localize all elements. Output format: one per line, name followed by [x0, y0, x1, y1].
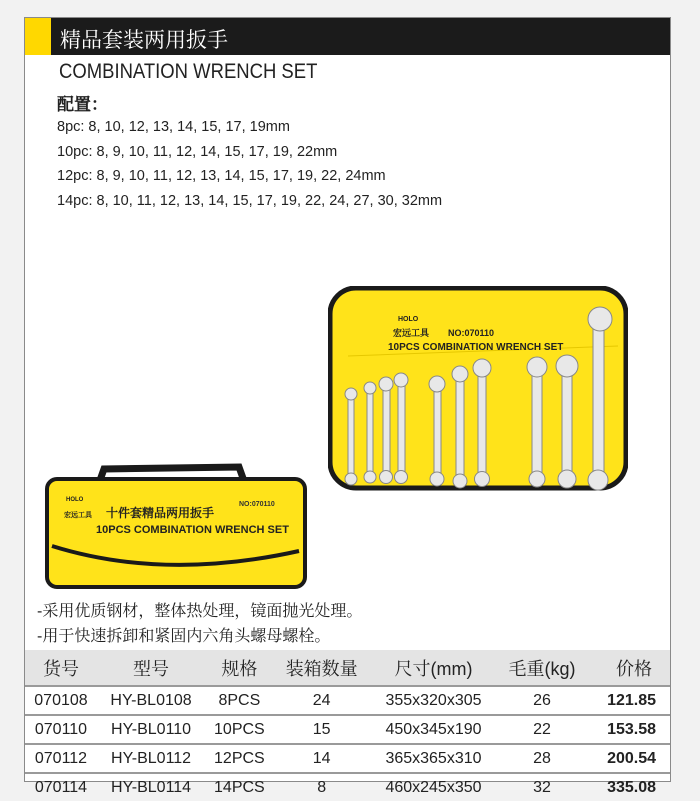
pouch-brand-cn: 宏远工具 [393, 328, 430, 338]
cell-weight: 22 [497, 715, 587, 744]
cell-price: 200.54 [587, 744, 670, 773]
col-size: 尺寸(mm) [370, 650, 497, 686]
col-spec: 规格 [205, 650, 273, 686]
cell-price: 153.58 [587, 715, 670, 744]
cell-qty: 15 [274, 715, 370, 744]
cell-size: 460x245x350 [370, 773, 497, 801]
cell-item-no: 070110 [25, 715, 97, 744]
table-row [25, 773, 670, 801]
table-header-row [25, 650, 670, 686]
pouch-brand: HOLO [398, 316, 419, 323]
bag-brand-cn: 宏远工具 [64, 512, 92, 519]
col-weight: 毛重(kg) [497, 650, 587, 686]
bag-title-cn: 十件套精品两用扳手 [106, 506, 215, 520]
cell-size: 365x365x310 [370, 744, 497, 773]
pouch-title: 10PCS COMBINATION WRENCH SET [388, 342, 564, 353]
table-row [25, 715, 670, 744]
spec-10pc: 10pc: 8, 9, 10, 11, 12, 14, 15, 17, 19, 22mm [57, 144, 338, 160]
cell-qty: 24 [274, 686, 370, 715]
table-row [25, 744, 670, 773]
cell-spec: 8PCS [205, 686, 273, 715]
col-price: 价格 [587, 650, 670, 686]
title-bar [25, 18, 670, 55]
config-label: 配置： [57, 95, 108, 114]
cell-item-no: 070114 [25, 773, 97, 801]
cell-model: HY-BL0112 [97, 744, 205, 773]
col-model: 型号 [97, 650, 205, 686]
accent-square [25, 18, 51, 55]
bag-title: 10PCS COMBINATION WRENCH SET [96, 524, 289, 536]
cell-weight: 28 [497, 744, 587, 773]
cell-item-no: 070108 [25, 686, 97, 715]
wrench-pouch-image [328, 286, 628, 491]
cell-spec: 12PCS [205, 744, 273, 773]
spec-14pc: 14pc: 8, 10, 11, 12, 13, 14, 15, 17, 19, 22, 24, 27, 30, 32mm [57, 193, 443, 209]
cell-size: 450x345x190 [370, 715, 497, 744]
cell-weight: 32 [497, 773, 587, 801]
title-en: COMBINATION WRENCH SET [59, 60, 318, 83]
cell-size: 355x320x305 [370, 686, 497, 715]
cell-spec: 14PCS [205, 773, 273, 801]
col-qty: 装箱数量 [274, 650, 370, 686]
title-cn: 精品套装两用扳手 [60, 29, 228, 52]
cell-qty: 14 [274, 744, 370, 773]
feature-1: -采用优质钢材，整体热处理，镜面抛光处理。 [37, 603, 363, 620]
bag-brand: HOLO [66, 497, 84, 503]
product-card [24, 17, 671, 796]
cell-price: 121.85 [587, 686, 670, 715]
pouch-number: NO:070110 [448, 328, 495, 338]
cell-qty: 8 [274, 773, 370, 801]
table-row [25, 686, 670, 715]
spec-8pc: 8pc: 8, 10, 12, 13, 14, 15, 17, 19mm [57, 119, 290, 135]
feature-2: -用于快速拆卸和紧固内六角头螺母螺栓。 [37, 628, 331, 645]
carry-bag-image [44, 461, 309, 591]
product-table [25, 650, 670, 801]
cell-price: 335.08 [587, 773, 670, 801]
cell-model: HY-BL0114 [97, 773, 205, 801]
cell-model: HY-BL0108 [97, 686, 205, 715]
cell-weight: 26 [497, 686, 587, 715]
spec-12pc: 12pc: 8, 9, 10, 11, 12, 13, 14, 15, 17, 19, 22, 24mm [57, 168, 386, 184]
col-item-no: 货号 [25, 650, 97, 686]
cell-spec: 10PCS [205, 715, 273, 744]
cell-model: HY-BL0110 [97, 715, 205, 744]
cell-item-no: 070112 [25, 744, 97, 773]
bag-number: NO:070110 [239, 501, 275, 508]
